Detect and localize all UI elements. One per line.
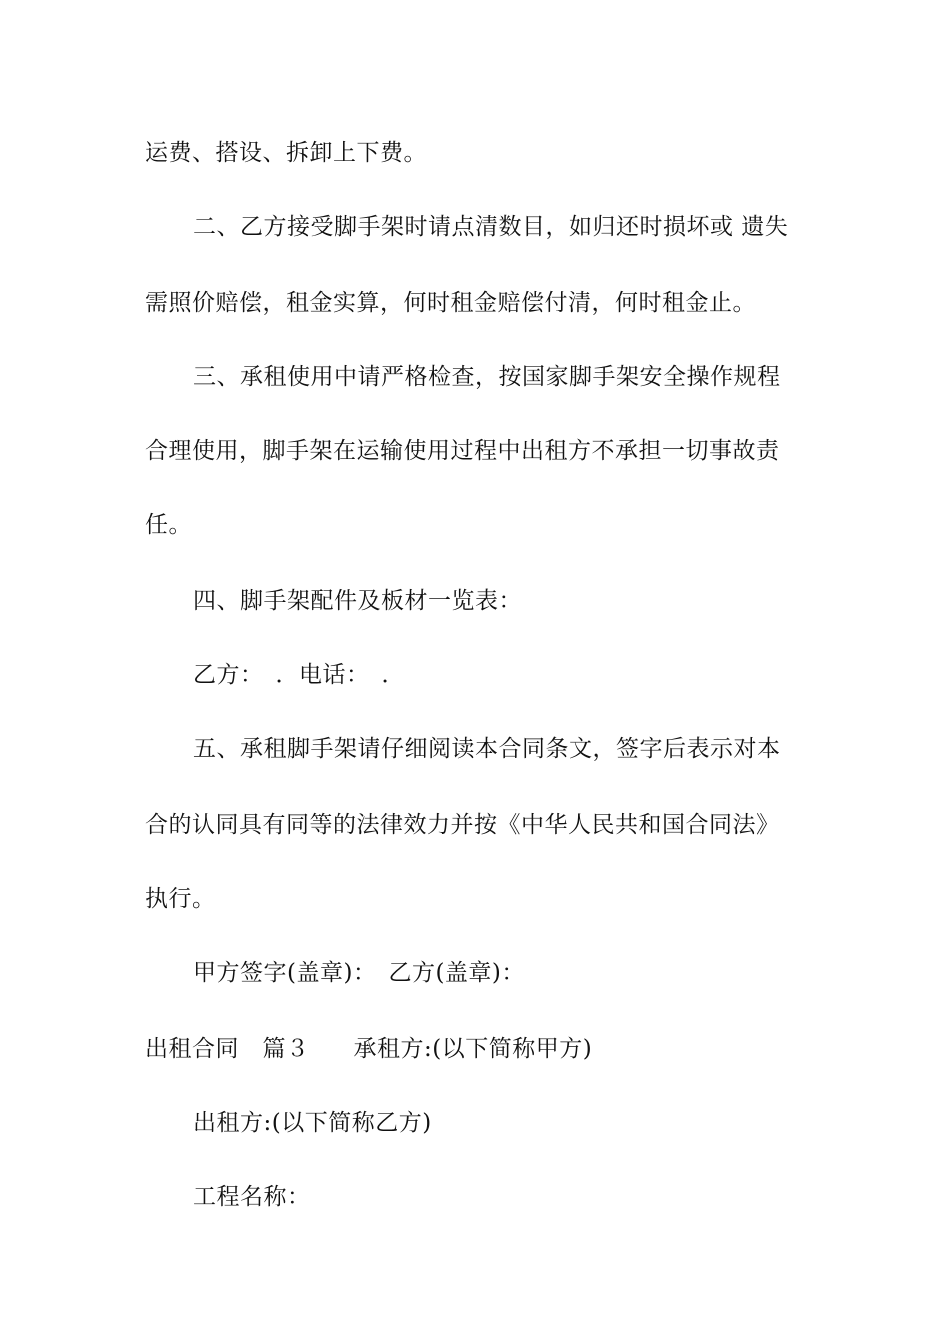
section-heading-line [145, 1034, 592, 1064]
paragraph-line: 需照价赔偿，租金实算，何时租金赔偿付清，何时租金止。 [145, 290, 756, 316]
paragraph-line: 合的认同具有同等的法律效力并按《中华人民共和国合同法》 [145, 812, 780, 838]
section-heading: 出租合同 篇３ [145, 1036, 310, 1062]
paragraph-line: 运费、搭设、拆卸上下费。 [145, 140, 427, 166]
paragraph-line: 执行。 [145, 886, 216, 912]
signature-line: 甲方签字(盖章)： 乙方(盖章)： [193, 960, 525, 986]
lessee-line: 承租方:(以下简称甲方) [353, 1036, 593, 1062]
paragraph-line: 乙方： ．电话： ． [193, 662, 405, 688]
project-name-line: 工程名称： [193, 1184, 311, 1210]
paragraph-line: 二、乙方接受脚手架时请点清数目，如归还时损坏或 遗失 [193, 214, 789, 240]
lessor-line: 出租方:(以下简称乙方) [193, 1110, 432, 1136]
paragraph-line: 任。 [145, 512, 192, 538]
paragraph-line: 四、脚手架配件及板材一览表： [193, 588, 522, 614]
paragraph-line: 五、承租脚手架请仔细阅读本合同条文，签字后表示对本 [193, 736, 781, 762]
paragraph-line: 合理使用，脚手架在运输使用过程中出租方不承担一切事故责 [145, 438, 780, 464]
paragraph-line: 三、承租使用中请严格检查，按国家脚手架安全操作规程 [193, 364, 781, 390]
